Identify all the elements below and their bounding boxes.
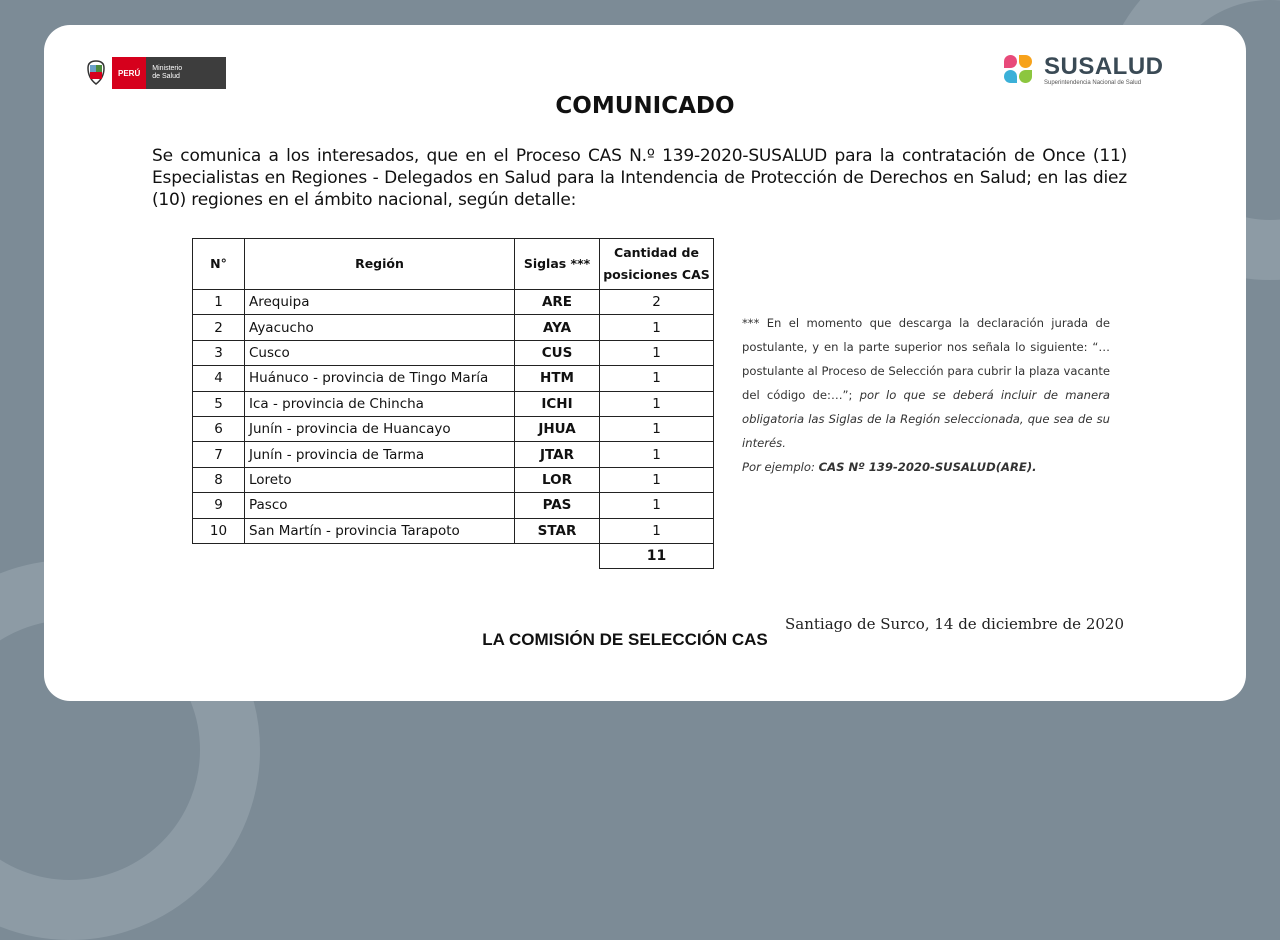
ministerio-line-1: Ministerio — [152, 65, 183, 72]
cell-siglas: HTM — [515, 366, 600, 391]
header-region: Región — [245, 239, 515, 290]
cell-total: 11 — [600, 543, 714, 568]
cell-cantidad: 1 — [600, 442, 714, 467]
note-part-2: por lo que se deberá incluir de manera obligatoria las Siglas de la Región seleccionada, que sea de su interés. — [742, 388, 1110, 450]
cell-region: Cusco — [245, 340, 515, 365]
cell-siglas: JTAR — [515, 442, 600, 467]
cell-region: Ayacucho — [245, 315, 515, 340]
ministerio-line-2: de Salud — [152, 73, 180, 80]
empty-cell — [245, 543, 515, 568]
table-row — [193, 518, 714, 543]
ministerio-label — [146, 57, 226, 89]
cell-num: 5 — [193, 391, 245, 416]
positions-table — [192, 238, 714, 569]
cell-num: 4 — [193, 366, 245, 391]
table-row — [193, 366, 714, 391]
cell-region: Ica - provincia de Chincha — [245, 391, 515, 416]
cell-siglas: PAS — [515, 493, 600, 518]
cell-num: 10 — [193, 518, 245, 543]
cell-region: Huánuco - provincia de Tingo María — [245, 366, 515, 391]
header-cantidad-line-2: posiciones CAS — [603, 267, 710, 282]
cell-siglas: JHUA — [515, 416, 600, 441]
table-row — [193, 416, 714, 441]
siglas-note — [742, 311, 1110, 479]
peru-shield-icon — [84, 59, 108, 87]
cell-cantidad: 1 — [600, 493, 714, 518]
empty-cell — [515, 543, 600, 568]
header-num: N° — [193, 239, 245, 290]
table-row — [193, 493, 714, 518]
page-title: COMUNICADO — [555, 93, 735, 119]
cell-siglas: ICHI — [515, 391, 600, 416]
note-part-1: *** En el momento que descarga la declaración jurada de postulante, y en la parte superior nos señala lo siguiente: “…postulante al Proceso de Selección para cubrir la plaza vacante del código de:…”; — [742, 316, 1110, 402]
cell-num: 3 — [193, 340, 245, 365]
table-row — [193, 340, 714, 365]
cell-siglas: CUS — [515, 340, 600, 365]
cell-region: Loreto — [245, 467, 515, 492]
cell-region: Arequipa — [245, 290, 515, 315]
document-card — [44, 25, 1246, 701]
minsa-logo — [84, 57, 226, 89]
cell-region: Junín - provincia de Huancayo — [245, 416, 515, 441]
cell-num: 8 — [193, 467, 245, 492]
cell-siglas: STAR — [515, 518, 600, 543]
cell-cantidad: 1 — [600, 518, 714, 543]
cell-num: 2 — [193, 315, 245, 340]
cell-num: 7 — [193, 442, 245, 467]
header-cantidad — [600, 239, 714, 290]
intro-paragraph: Se comunica a los interesados, que en el Proceso CAS N.º 139-2020-SUSALUD para la contratación de Once (11) Especialistas en Regiones - Delegados en Salud para la Intendencia de Protección de Derechos en Salud; en las diez (10) regiones en el ámbito nacional, según detalle: — [152, 146, 1127, 210]
cell-cantidad: 2 — [600, 290, 714, 315]
cell-region: Pasco — [245, 493, 515, 518]
cell-cantidad: 1 — [600, 366, 714, 391]
susalud-subtitle: Superintendencia Nacional de Salud — [1044, 80, 1142, 86]
cell-cantidad: 1 — [600, 340, 714, 365]
cell-siglas: ARE — [515, 290, 600, 315]
cell-siglas: AYA — [515, 315, 600, 340]
table-row — [193, 391, 714, 416]
cell-num: 9 — [193, 493, 245, 518]
table-header-row — [193, 239, 714, 290]
empty-cell — [193, 543, 245, 568]
table-total-row — [193, 543, 714, 568]
cell-cantidad: 1 — [600, 391, 714, 416]
note-example-label: Por ejemplo: — [742, 460, 819, 474]
susalud-logo — [1004, 55, 1164, 87]
cell-region: San Martín - provincia Tarapoto — [245, 518, 515, 543]
cell-region: Junín - provincia de Tarma — [245, 442, 515, 467]
peru-label: PERÚ — [112, 57, 146, 89]
cell-cantidad: 1 — [600, 467, 714, 492]
header-siglas: Siglas *** — [515, 239, 600, 290]
table-row — [193, 290, 714, 315]
place-date: Santiago de Surco, 14 de diciembre de 2020 — [784, 615, 1124, 633]
cell-cantidad: 1 — [600, 416, 714, 441]
cell-siglas: LOR — [515, 467, 600, 492]
cell-num: 6 — [193, 416, 245, 441]
cell-cantidad: 1 — [600, 315, 714, 340]
header-cantidad-line-1: Cantidad de — [614, 245, 699, 260]
note-example-value: CAS Nº 139-2020-SUSALUD(ARE). — [818, 460, 1037, 474]
susalud-name: SUSALUD — [1044, 53, 1164, 80]
table-row — [193, 467, 714, 492]
table-row — [193, 442, 714, 467]
signature: LA COMISIÓN DE SELECCIÓN CAS — [482, 630, 768, 649]
susalud-mark-icon — [1004, 55, 1036, 87]
cell-num: 1 — [193, 290, 245, 315]
table-row — [193, 315, 714, 340]
